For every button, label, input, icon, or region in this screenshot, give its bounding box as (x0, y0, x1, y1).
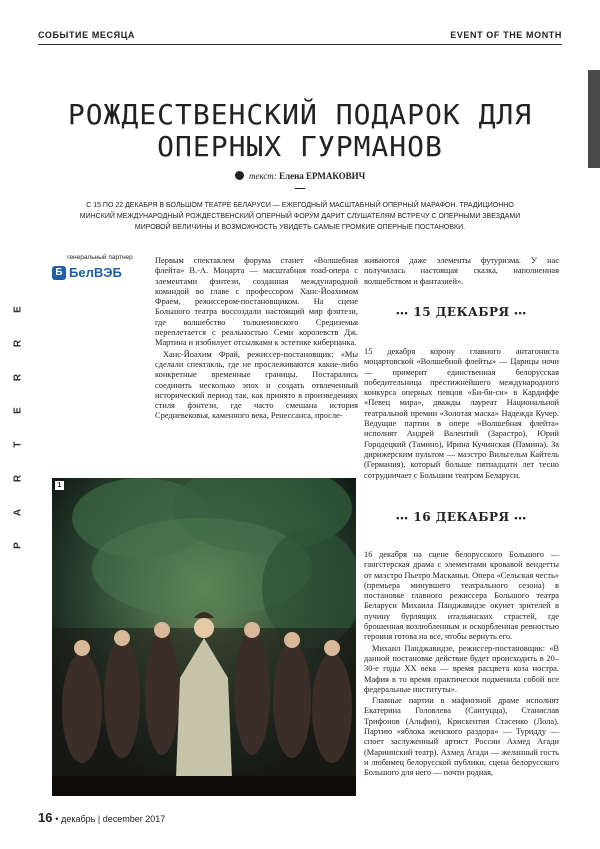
header-rule (38, 44, 562, 45)
byline (0, 171, 600, 181)
paragraph: Первым спектаклем форума станет «Волшебная флейта» В.-А. Моцарта — масштабная road-опера с элементами фэнтези, созданная международной командой во главе с профессором Ханс-Йоахимом Фраем, режиссером-постановщиком. На сцене Большого театра воссоздали настоящий мир фэнтези, где волшебство толкиеновского Средиземья переплетается с реальностью Семи королевств Дж. Мартина и изобилует отсылками к эстетике киберпанка. (155, 256, 358, 348)
sponsor-label: генеральный партнер (67, 254, 133, 261)
footer-bullet: • (55, 814, 59, 824)
article-column-1 (155, 256, 358, 423)
section-label-en: EVENT OF THE MONTH (450, 30, 562, 40)
belveb-logo-icon: Б (52, 266, 66, 280)
date-label: 16 ДЕКАБРЯ (413, 510, 510, 524)
lead-paragraph: С 15 ПО 22 ДЕКАБРЯ В БОЛЬШОМ ТЕАТРЕ БЕЛАРУСИ — ЕЖЕГОДНЫЙ МАСШТАБНЫЙ ОПЕРНЫЙ МАРАФОН. ТРАДИЦИОННО МИНСКИЙ МЕЖДУНАРОДНЫЙ РОЖДЕСТВЕНСКИЙ ОПЕРНЫЙ ФОРУМ ДАРИТ СЛУШАТЕЛЯМ ВСТРЕЧУ С ОПЕРНЫМИ ЗВЕЗДАМИ МИРОВОЙ ВЕЛИЧИНЫ И ВОЗМОЖНОСТЬ УВИДЕТЬ САМЫЕ ГРОМКИЕ ОПЕРНЫЕ ПОСТАНОВКИ. (79, 202, 521, 231)
page-header (38, 30, 562, 44)
paragraph: живаются даже элементы футуризма. У нас получилась настоящая сказка, наполненная волшебством и фантазией». (364, 256, 559, 286)
date-label: 15 ДЕКАБРЯ (413, 305, 510, 319)
section-label: СОБЫТИЕ МЕСЯЦА (38, 30, 135, 40)
vertical-section-label (8, 300, 28, 570)
page-footer (38, 810, 165, 825)
photo-number: 1 (55, 481, 64, 490)
date-heading-dec16 (364, 510, 559, 526)
author-icon (235, 171, 244, 180)
article-title: РОЖДЕСТВЕНСКИЙ ПОДАРОК ДЛЯ ОПЕРНЫХ ГУРМАНОВ (67, 97, 533, 163)
dots-decoration: ••• (514, 513, 527, 523)
dec16-section (364, 550, 559, 780)
dec15-section (364, 347, 559, 482)
paragraph: Главные партии в мафиозной драме исполнят Екатерина Головлева (Сантуцца), Станислав Трифонов (Альфио), Крискентия Стасенко (Лола). Партию «яблока женского раздора» — Туридду — споет заслуженный артист России Ахмед Агади (Мариинский театр). Ахмед Агади — желанный гость и любимец белорусской публики, сцена белорусского Большого для него — почти родная, (364, 696, 559, 778)
vertical-label-letter: E (12, 306, 24, 313)
sponsor-block (52, 254, 148, 280)
date-heading-dec15 (364, 305, 559, 321)
sponsor-name: БелВЭБ (69, 265, 122, 280)
byline-author: Елена ЕРМАКОВИЧ (279, 171, 366, 181)
article-column-2-top (364, 256, 559, 288)
vertical-label-letter: R (12, 373, 24, 381)
paragraph: Ханс-Йоахим Фрай, режиссер-постановщик: «Мы сделали спектакль, где не прослеживаются какие-либо конкретные временные границы. Постарались соединить несколько эпох и создать отвлеченный исторический период так, как принято в произведениях стиля фэнтези, где часто смешана история Средневековья, каменного века, Ренессанса, просле- (155, 349, 358, 421)
vertical-label-letter: P (12, 542, 24, 550)
page-number: 16 (38, 810, 53, 825)
dots-decoration: ••• (396, 308, 409, 318)
byline-prefix: текст: (248, 171, 277, 181)
vertical-label-letter: A (12, 508, 24, 516)
paragraph: Михаил Панджавидзе, режиссер-постановщик: «В данной постановке действие будет происходить в 20–30-е годы XX века — время расцвета коза ностра. Мафия в то время практически подменила собой все федеральные институты». (364, 643, 559, 694)
opera-stage-photo (52, 478, 356, 796)
dots-decoration: ••• (396, 513, 409, 523)
byline-divider (295, 188, 305, 189)
paragraph: 16 декабря на сцене белорусского Большого — гангстерская драма с элементами кровавой вендетты от маэстро Пьетро Масканьи. Опера «Сельская честь» (премьера минувшего театрального сезона) в постановке главного режиссера Большого театра Беларуси Михаила Панджавидзе окунет зрителей в пучину бурлящих итальянских страстей, где брошенная возлюбленным и оскорбленная ревностью героиня готова на все, чтобы вернуть его. (364, 550, 559, 642)
paragraph: 15 декабря корону главного антагониста моцартовской «Волшебной флейты» — Царицы ночи — примерит единственная белорусская победительница престижнейшего международного конкурса оперных певцов «Би-би-си» в Кардиффе «Певец мира», дважды лауреат Национальной театральной премии «Золотая маска» Надежда Кучер. Ведущие партии в опере «Волшебная флейта» исполнят Андрей Валентий (Зарастро), Юрий Городецкий (Тамино), Ирина Кучинская (Памина). За дирижерским пультом — маэстро Вильгельм Кайтель (Германия), который больше пятнадцати лет тесно сотрудничает с Большим театром Беларуси. (364, 347, 559, 480)
vertical-label-letter: E (12, 407, 24, 415)
side-tab (588, 70, 600, 168)
stage-scene-illustration (52, 478, 356, 796)
vertical-label-letter: R (12, 474, 24, 482)
sponsor-logo (52, 265, 148, 280)
vertical-label-letter: R (12, 339, 24, 347)
dots-decoration: ••• (514, 308, 527, 318)
issue-date: декабрь | december 2017 (61, 814, 166, 824)
vertical-label-letter: T (12, 441, 24, 448)
